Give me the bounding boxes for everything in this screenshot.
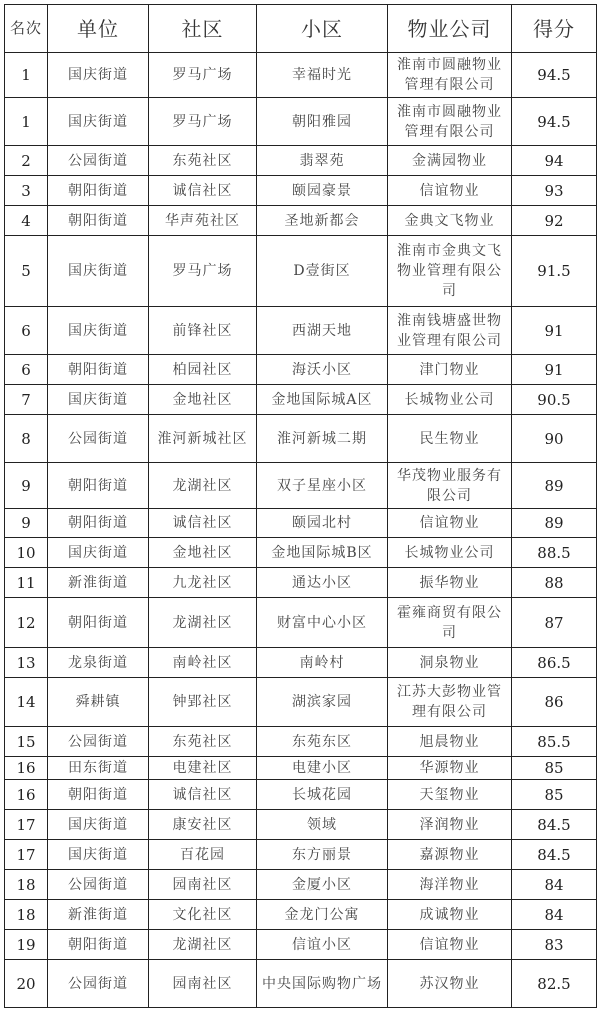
cell-rank: 9 — [5, 463, 48, 509]
cell-unit: 公园街道 — [48, 415, 149, 463]
cell-unit: 舜耕镇 — [48, 678, 149, 727]
cell-company: 苏汉物业 — [388, 960, 512, 1008]
cell-rank: 17 — [5, 840, 48, 870]
cell-rank: 4 — [5, 206, 48, 236]
cell-unit: 国庆街道 — [48, 98, 149, 146]
cell-score: 84.5 — [512, 810, 597, 840]
cell-score: 85 — [512, 780, 597, 810]
cell-rank: 20 — [5, 960, 48, 1008]
cell-community: 金地社区 — [149, 385, 257, 415]
cell-rank: 7 — [5, 385, 48, 415]
table-row — [5, 960, 597, 1008]
header-estate: 小区 — [257, 5, 388, 53]
cell-rank: 19 — [5, 930, 48, 960]
cell-unit: 公园街道 — [48, 146, 149, 176]
cell-rank: 1 — [5, 98, 48, 146]
cell-estate: 领域 — [257, 810, 388, 840]
cell-rank: 18 — [5, 900, 48, 930]
cell-unit: 朝阳街道 — [48, 509, 149, 538]
cell-company: 霍雍商贸有限公司 — [388, 598, 512, 648]
cell-unit: 公园街道 — [48, 870, 149, 900]
cell-unit: 国庆街道 — [48, 307, 149, 355]
cell-score: 90 — [512, 415, 597, 463]
cell-score: 89 — [512, 509, 597, 538]
cell-estate: 东苑东区 — [257, 727, 388, 757]
table-row — [5, 568, 597, 598]
cell-community: 罗马广场 — [149, 53, 257, 98]
cell-community: 罗马广场 — [149, 98, 257, 146]
cell-community: 金地社区 — [149, 538, 257, 568]
cell-community: 龙湖社区 — [149, 463, 257, 509]
cell-company: 华源物业 — [388, 757, 512, 780]
table-row — [5, 870, 597, 900]
table-row — [5, 176, 597, 206]
cell-unit: 国庆街道 — [48, 385, 149, 415]
cell-estate: 财富中心小区 — [257, 598, 388, 648]
cell-company: 淮南钱塘盛世物业管理有限公司 — [388, 307, 512, 355]
table-row — [5, 355, 597, 385]
cell-community: 诚信社区 — [149, 176, 257, 206]
cell-unit: 公园街道 — [48, 960, 149, 1008]
cell-unit: 朝阳街道 — [48, 176, 149, 206]
table-row — [5, 757, 597, 780]
cell-estate: 金地国际城A区 — [257, 385, 388, 415]
cell-estate: 湖滨家园 — [257, 678, 388, 727]
cell-unit: 龙泉街道 — [48, 648, 149, 678]
table-header-row — [5, 5, 597, 53]
cell-score: 87 — [512, 598, 597, 648]
table-row — [5, 648, 597, 678]
cell-estate: 西湖天地 — [257, 307, 388, 355]
cell-unit: 国庆街道 — [48, 53, 149, 98]
cell-estate: 海沃小区 — [257, 355, 388, 385]
cell-rank: 16 — [5, 757, 48, 780]
cell-score: 94.5 — [512, 98, 597, 146]
cell-company: 信谊物业 — [388, 930, 512, 960]
cell-score: 93 — [512, 176, 597, 206]
table-row — [5, 598, 597, 648]
cell-score: 89 — [512, 463, 597, 509]
table-row — [5, 538, 597, 568]
cell-rank: 14 — [5, 678, 48, 727]
cell-company: 金满园物业 — [388, 146, 512, 176]
cell-score: 83 — [512, 930, 597, 960]
cell-rank: 6 — [5, 307, 48, 355]
cell-estate: 金地国际城B区 — [257, 538, 388, 568]
cell-community: 南岭社区 — [149, 648, 257, 678]
cell-unit: 新淮街道 — [48, 900, 149, 930]
header-unit: 单位 — [48, 5, 149, 53]
cell-company: 信谊物业 — [388, 509, 512, 538]
cell-community: 百花园 — [149, 840, 257, 870]
cell-estate: 东方丽景 — [257, 840, 388, 870]
cell-estate: 圣地新都会 — [257, 206, 388, 236]
cell-rank: 6 — [5, 355, 48, 385]
cell-rank: 1 — [5, 53, 48, 98]
cell-community: 康安社区 — [149, 810, 257, 840]
cell-estate: 电建小区 — [257, 757, 388, 780]
cell-score: 84 — [512, 870, 597, 900]
cell-community: 东苑社区 — [149, 146, 257, 176]
table-row — [5, 415, 597, 463]
cell-score: 91.5 — [512, 236, 597, 307]
cell-rank: 10 — [5, 538, 48, 568]
cell-score: 94.5 — [512, 53, 597, 98]
cell-estate: 幸福时光 — [257, 53, 388, 98]
cell-estate: D壹街区 — [257, 236, 388, 307]
header-rank: 名次 — [5, 5, 48, 53]
cell-estate: 颐园豪景 — [257, 176, 388, 206]
cell-score: 86 — [512, 678, 597, 727]
cell-community: 诚信社区 — [149, 509, 257, 538]
cell-score: 88 — [512, 568, 597, 598]
table-row — [5, 727, 597, 757]
cell-score: 88.5 — [512, 538, 597, 568]
cell-community: 园南社区 — [149, 870, 257, 900]
cell-company: 旭晨物业 — [388, 727, 512, 757]
cell-company: 金典文飞物业 — [388, 206, 512, 236]
cell-score: 91 — [512, 307, 597, 355]
cell-unit: 朝阳街道 — [48, 463, 149, 509]
cell-community: 电建社区 — [149, 757, 257, 780]
cell-rank: 13 — [5, 648, 48, 678]
cell-company: 嘉源物业 — [388, 840, 512, 870]
cell-unit: 新淮街道 — [48, 568, 149, 598]
cell-rank: 15 — [5, 727, 48, 757]
cell-score: 94 — [512, 146, 597, 176]
cell-unit: 国庆街道 — [48, 810, 149, 840]
table-row — [5, 53, 597, 98]
cell-company: 泽润物业 — [388, 810, 512, 840]
header-company: 物业公司 — [388, 5, 512, 53]
cell-company: 振华物业 — [388, 568, 512, 598]
cell-rank: 11 — [5, 568, 48, 598]
table-row — [5, 810, 597, 840]
cell-unit: 朝阳街道 — [48, 355, 149, 385]
cell-company: 淮南市圆融物业管理有限公司 — [388, 98, 512, 146]
cell-rank: 9 — [5, 509, 48, 538]
cell-rank: 18 — [5, 870, 48, 900]
cell-unit: 国庆街道 — [48, 840, 149, 870]
cell-company: 天玺物业 — [388, 780, 512, 810]
cell-company: 津门物业 — [388, 355, 512, 385]
cell-score: 86.5 — [512, 648, 597, 678]
cell-community: 前锋社区 — [149, 307, 257, 355]
cell-estate: 金龙门公寓 — [257, 900, 388, 930]
cell-unit: 公园街道 — [48, 727, 149, 757]
cell-community: 淮河新城社区 — [149, 415, 257, 463]
cell-community: 龙湖社区 — [149, 930, 257, 960]
table-row — [5, 146, 597, 176]
cell-community: 园南社区 — [149, 960, 257, 1008]
cell-score: 85 — [512, 757, 597, 780]
table-row — [5, 98, 597, 146]
cell-company: 海洋物业 — [388, 870, 512, 900]
cell-estate: 淮河新城二期 — [257, 415, 388, 463]
cell-company: 华茂物业服务有限公司 — [388, 463, 512, 509]
header-community: 社区 — [149, 5, 257, 53]
cell-estate: 双子星座小区 — [257, 463, 388, 509]
cell-unit: 朝阳街道 — [48, 206, 149, 236]
cell-rank: 16 — [5, 780, 48, 810]
cell-score: 84.5 — [512, 840, 597, 870]
table-row — [5, 385, 597, 415]
cell-company: 成诚物业 — [388, 900, 512, 930]
header-score: 得分 — [512, 5, 597, 53]
cell-company: 洞泉物业 — [388, 648, 512, 678]
cell-company: 长城物业公司 — [388, 538, 512, 568]
table-row — [5, 307, 597, 355]
cell-company: 长城物业公司 — [388, 385, 512, 415]
cell-unit: 国庆街道 — [48, 236, 149, 307]
table-row — [5, 206, 597, 236]
cell-community: 诚信社区 — [149, 780, 257, 810]
table-row — [5, 678, 597, 727]
cell-score: 91 — [512, 355, 597, 385]
cell-company: 江苏大彭物业管理有限公司 — [388, 678, 512, 727]
cell-community: 东苑社区 — [149, 727, 257, 757]
cell-community: 华声苑社区 — [149, 206, 257, 236]
table-row — [5, 900, 597, 930]
cell-unit: 朝阳街道 — [48, 780, 149, 810]
cell-community: 九龙社区 — [149, 568, 257, 598]
cell-community: 龙湖社区 — [149, 598, 257, 648]
cell-estate: 长城花园 — [257, 780, 388, 810]
cell-community: 罗马广场 — [149, 236, 257, 307]
cell-estate: 通达小区 — [257, 568, 388, 598]
cell-community: 柏园社区 — [149, 355, 257, 385]
cell-estate: 颐园北村 — [257, 509, 388, 538]
cell-unit: 田东街道 — [48, 757, 149, 780]
cell-unit: 国庆街道 — [48, 538, 149, 568]
cell-score: 82.5 — [512, 960, 597, 1008]
table-row — [5, 463, 597, 509]
cell-estate: 南岭村 — [257, 648, 388, 678]
cell-rank: 5 — [5, 236, 48, 307]
cell-rank: 17 — [5, 810, 48, 840]
cell-rank: 8 — [5, 415, 48, 463]
cell-company: 淮南市金典文飞物业管理有限公司 — [388, 236, 512, 307]
table-row — [5, 509, 597, 538]
cell-company: 信谊物业 — [388, 176, 512, 206]
cell-company: 民生物业 — [388, 415, 512, 463]
cell-rank: 12 — [5, 598, 48, 648]
cell-rank: 3 — [5, 176, 48, 206]
cell-score: 84 — [512, 900, 597, 930]
table-row — [5, 236, 597, 307]
table-row — [5, 840, 597, 870]
cell-score: 92 — [512, 206, 597, 236]
cell-unit: 朝阳街道 — [48, 598, 149, 648]
cell-estate: 信谊小区 — [257, 930, 388, 960]
cell-community: 钟郢社区 — [149, 678, 257, 727]
cell-score: 85.5 — [512, 727, 597, 757]
cell-estate: 金厦小区 — [257, 870, 388, 900]
cell-community: 文化社区 — [149, 900, 257, 930]
table-row — [5, 780, 597, 810]
cell-score: 90.5 — [512, 385, 597, 415]
cell-company: 淮南市圆融物业管理有限公司 — [388, 53, 512, 98]
cell-unit: 朝阳街道 — [48, 930, 149, 960]
cell-rank: 2 — [5, 146, 48, 176]
cell-estate: 朝阳雅园 — [257, 98, 388, 146]
cell-estate: 中央国际购物广场 — [257, 960, 388, 1008]
ranking-table — [4, 4, 597, 1008]
table-row — [5, 930, 597, 960]
cell-estate: 翡翠苑 — [257, 146, 388, 176]
